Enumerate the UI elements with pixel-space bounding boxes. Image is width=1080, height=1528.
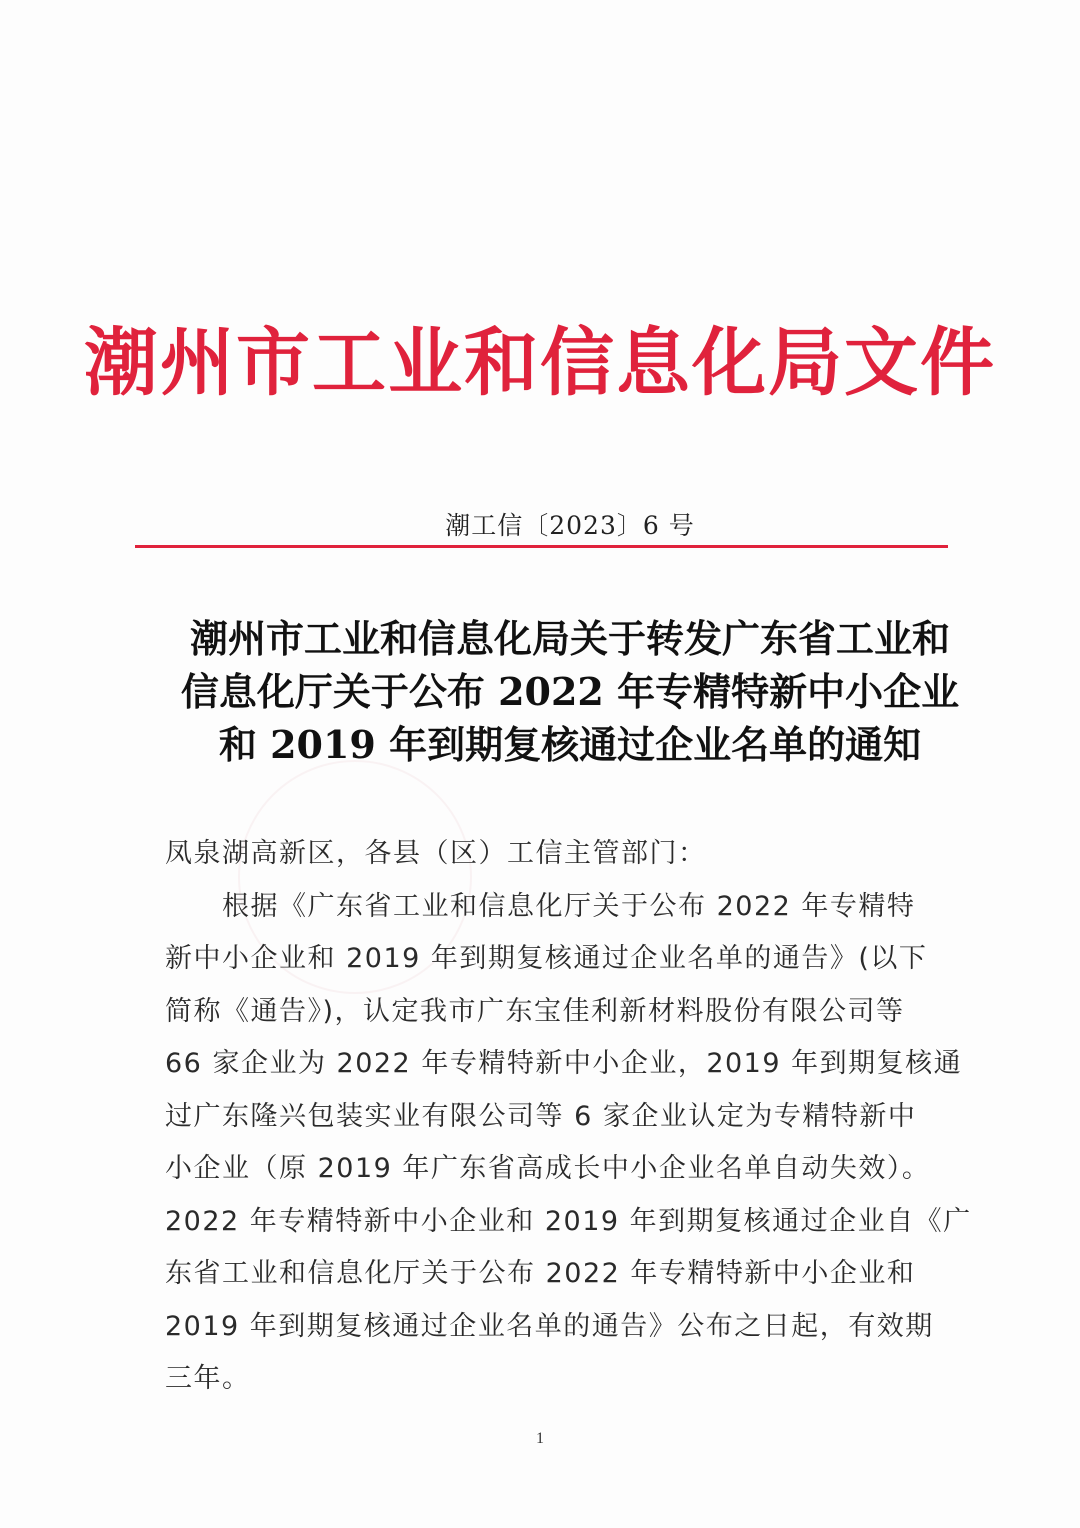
red-divider-line (135, 545, 948, 548)
paragraph-line: 根据《广东省工业和信息化厅关于公布 2022 年专精特 (165, 890, 916, 922)
addressee-line: 凤泉湖高新区，各县（区）工信主管部门： (165, 838, 707, 869)
paragraph-line: 简称《通告》)，认定我市广东宝佳利新材料股份有限公司等 (165, 995, 905, 1027)
page-number: 1 (536, 1430, 544, 1447)
paragraph-line: 过广东隆兴包装实业有限公司等 6 家企业认定为专精特新中 (165, 1100, 917, 1132)
paragraph-line: 2022 年专精特新中小企业和 2019 年到期复核通过企业自《广 (165, 1205, 972, 1237)
title-line: 潮州市工业和信息化局关于转发广东省工业和 (189, 616, 950, 661)
document-title (160, 612, 980, 771)
title-line: 和 2019 年到期复核通过企业名单的通知 (218, 722, 922, 767)
org-header-title: 潮州市工业和信息化局文件 (84, 320, 996, 406)
paragraph-line: 三年。 (165, 1363, 251, 1394)
paragraph-line: 小企业（原 2019 年广东省高成长中小企业名单自动失效）。 (165, 1153, 931, 1184)
document-body (165, 828, 972, 1406)
paragraph-line: 新中小企业和 2019 年到期复核通过企业名单的通告》(以下 (165, 943, 928, 974)
paragraph-line: 2019 年到期复核通过企业名单的通告》公布之日起，有效期 (165, 1310, 934, 1342)
title-line: 信息化厅关于公布 2022 年专精特新中小企业 (180, 669, 960, 714)
paragraph-line: 东省工业和信息化厅关于公布 2022 年专精特新中小企业和 (165, 1258, 916, 1289)
document-number: 潮工信〔2023〕6 号 (445, 511, 695, 540)
paragraph-line: 66 家企业为 2022 年专精特新中小企业，2019 年到期复核通 (165, 1048, 963, 1079)
